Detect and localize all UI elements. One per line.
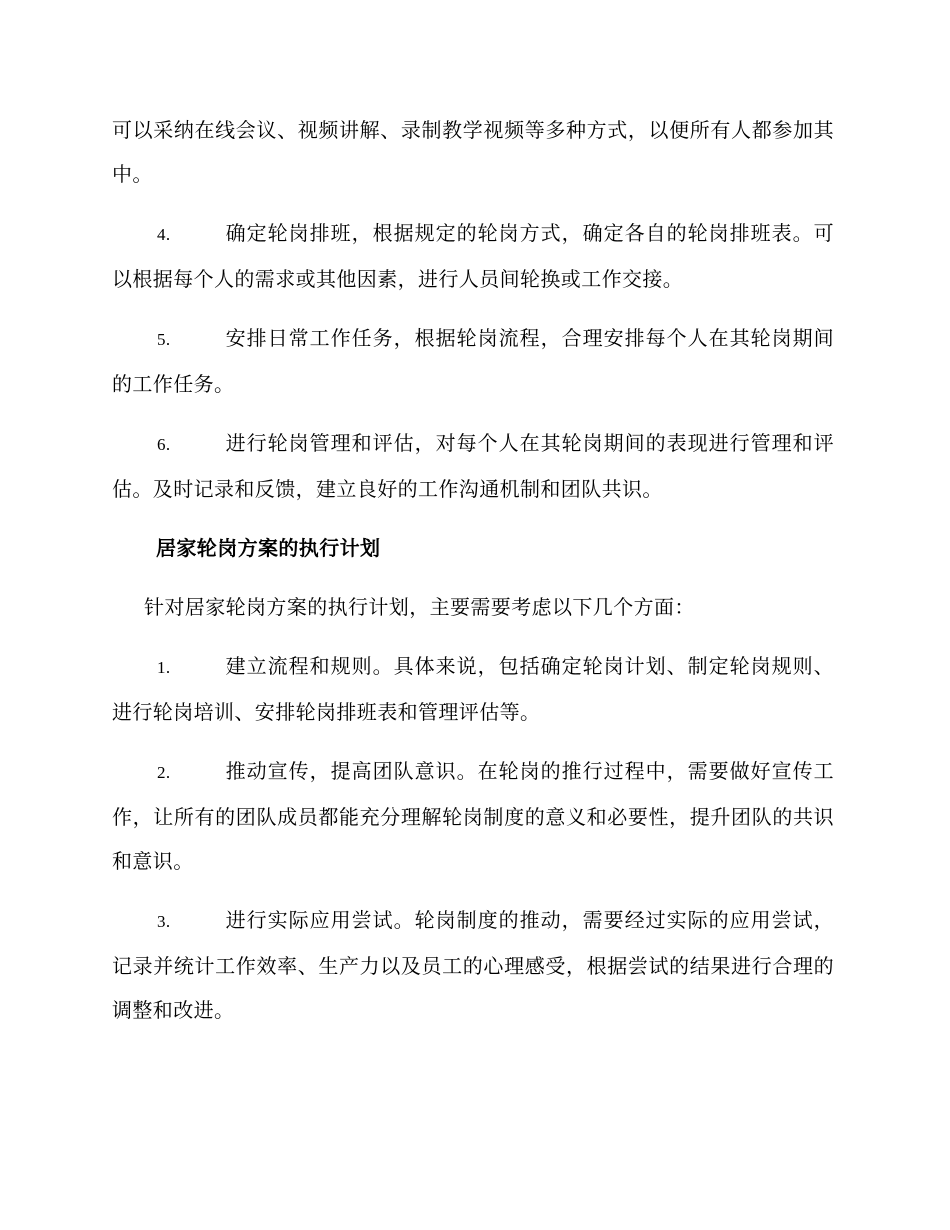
list-item [112, 421, 834, 511]
list-item [112, 316, 834, 406]
list-item-number: 4. [157, 225, 171, 244]
list-item-text: 进行实际应用尝试。轮岗制度的推动，需要经过实际的应用尝试，记录并统计工作效率、生产力以及员工的心理感受，根据尝试的结果进行合理的调整和改进。 [112, 908, 834, 1022]
list-item-number: 6. [157, 435, 171, 454]
list-b [112, 644, 834, 1032]
list-item-number: 5. [157, 330, 171, 349]
list-item-number: 3. [157, 912, 171, 931]
document-page [112, 108, 834, 1047]
continuation-paragraph: 可以采纳在线会议、视频讲解、录制教学视频等多种方式，以便所有人都参加其中。 [112, 118, 834, 186]
list-item-text: 安排日常工作任务，根据轮岗流程，合理安排每个人在其轮岗期间的工作任务。 [112, 326, 834, 396]
list-item [112, 898, 834, 1032]
list-item-text: 建立流程和规则。具体来说，包括确定轮岗计划、制定轮岗规则、进行轮岗培训、安排轮岗排班表和管理评估等。 [112, 654, 834, 724]
list-item [112, 211, 834, 301]
list-a [112, 211, 834, 511]
list-item-text: 推动宣传，提高团队意识。在轮岗的推行过程中，需要做好宣传工作，让所有的团队成员都能充分理解轮岗制度的意义和必要性，提升团队的共识和意识。 [112, 759, 834, 873]
list-item-text: 确定轮岗排班，根据规定的轮岗方式，确定各自的轮岗排班表。可以根据每个人的需求或其他因素，进行人员间轮换或工作交接。 [112, 221, 834, 291]
list-item [112, 749, 834, 883]
section-heading: 居家轮岗方案的执行计划 [156, 536, 381, 560]
list-item [112, 644, 834, 734]
list-item-number: 1. [157, 658, 171, 677]
section-intro: 针对居家轮岗方案的执行计划，主要需要考虑以下几个方面： [144, 595, 695, 619]
list-item-text: 进行轮岗管理和评估，对每个人在其轮岗期间的表现进行管理和评估。及时记录和反馈，建立良好的工作沟通机制和团队共识。 [112, 431, 834, 501]
list-item-number: 2. [157, 763, 171, 782]
